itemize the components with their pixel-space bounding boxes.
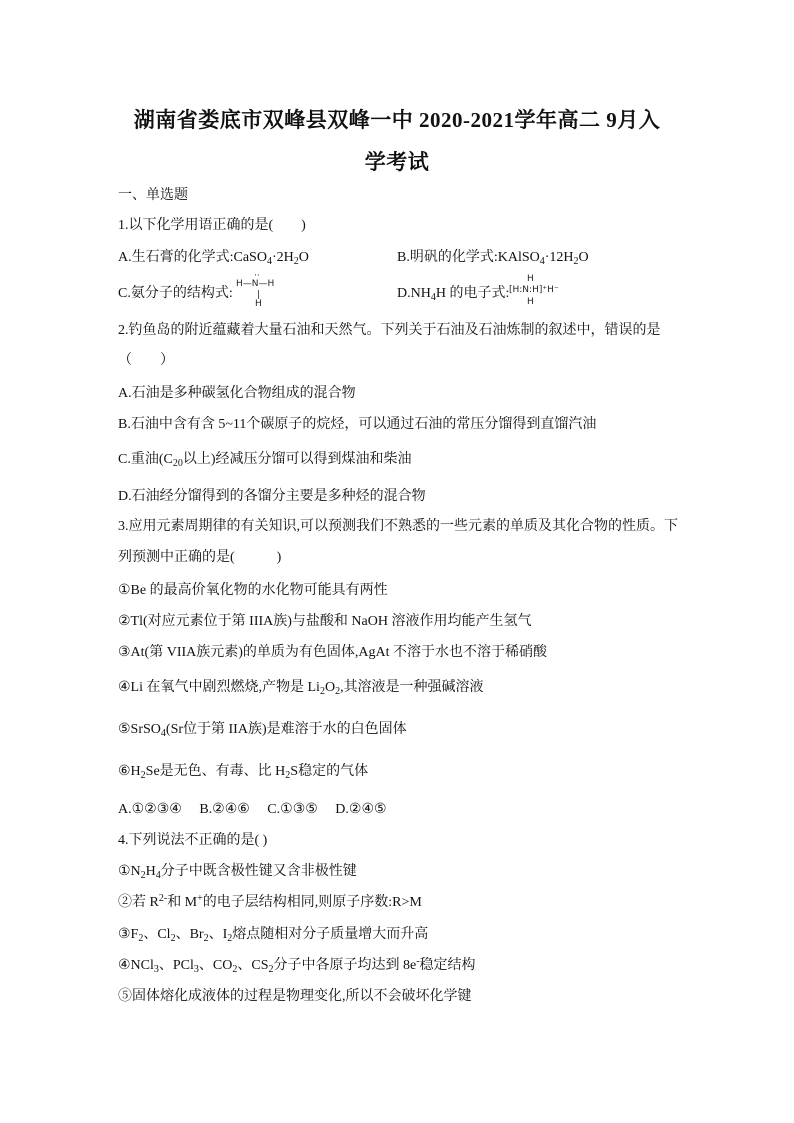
exam-title-line2: 学考试 — [364, 150, 430, 174]
q3-options: A.①②③④ B.②④⑥ C.①③⑤ D.②④⑤ — [118, 802, 387, 817]
q1-stem: 1.以下化学用语正确的是( ) — [118, 218, 306, 233]
q3-item-6: $⑥H_2Se$是无色、有毒、比 $H_2S$稳定的气体 — [118, 764, 369, 781]
q4-item-2: ②若 $R^{2-}$和 M+的电子层结构相同,则原子序数:R>M — [118, 893, 422, 910]
q2-option-c: C.重油($C_{20}$以上)经减压分馏可以得到煤油和柴油 — [118, 452, 412, 469]
q4-item-1: $①N_2H_4$分子中既含极性键又含非极性键 — [118, 864, 357, 881]
q3-stem: 3.应用元素周期律的有关知识,可以预测我们不熟悉的一些元素的单质及其化合物的性质。下 — [118, 519, 678, 534]
q2-option-b: B.石油中含有含 5~11个碳原子的烷烃，可以通过石油的常压分馏得到直馏汽油 — [118, 417, 597, 432]
q2-stem: 2.钓鱼岛的附近蕴藏着大量石油和天然气。下列关于石油及石油炼制的叙述中，错误的是 — [118, 323, 661, 338]
q1-option-d: $D.NH_4H$ 的电子式: — [397, 286, 510, 303]
q3-item-1: ①Be 的最高价氧化物的水化物可能具有两性 — [118, 583, 388, 598]
q3-stem-continued: 列预测中正确的是( ) — [118, 550, 282, 565]
q2-option-a: A.石油是多种碳氢化合物组成的混合物 — [118, 386, 356, 401]
q3-item-3: ③At(第 VIIA族元素)的单质为有色固体,AgAt 不溶于水也不溶于稀硝酸 — [118, 645, 548, 660]
q1-option-a: A.生石膏的化学式$:CaSO_4\cdot 2H_2O$ — [118, 250, 309, 267]
q1-option-b: B.明矾的化学式$:KAlSO_4\cdot 12H_2O$ — [397, 250, 589, 267]
q3-item-5: ⑤SrSO$_4$(Sr位于第 IIA族)是难溶于水的白色固体 — [118, 722, 407, 739]
q3-item-4: ④Li 在氧气中剧烈燃烧,产物是 $Li_2O_2$,其溶液是一种强碱溶液 — [118, 680, 484, 697]
q1-option-c: C.氨分子的结构式: — [118, 286, 233, 301]
q2-option-d: D.石油经分馏得到的各馏分主要是多种烃的混合物 — [118, 489, 426, 504]
exam-title-line1: 湖南省娄底市双峰县双峰一中 2020-2021学年高二 9月入 — [133, 108, 661, 132]
q4-item-5: ⑤固体熔化成液体的过程是物理变化,所以不会破坏化学键 — [118, 989, 472, 1004]
q3-item-2: ②Tl(对应元素位于第 IIIA族)与盐酸和 NaOH 溶液作用均能产生氢气 — [118, 614, 532, 629]
q4-item-4: ④NCl$_3$、PCl$_3$、$CO_2$、$CS_2$分子中各原子均达到 8e-稳定结构 — [118, 956, 476, 975]
section-heading: 一、单选题 — [118, 188, 188, 203]
q4-item-3: $③F_2$、$Cl_2$、$Br_2$、$I_2$熔点随相对分子质量增大而升高 — [118, 927, 429, 944]
q2-stem-continued: （ ） — [118, 353, 174, 368]
exam-page: 湖南省娄底市双峰县双峰一中 2020-2021学年高二 9月入 学考试 一、单选题 1.以下化学用语正确的是( ) A.生石膏的化学式$:CaSO_4\cdot 2H_2O$ B.明矾的化学式$:KAlSO_4\cdot 12H_2O$ C.氨分子的结构式: ·· H—N—H | H $D.NH_4H$ 的电子式: H [H:N:H]⁺H⁻ H 2.钓鱼岛的附近蕴藏着大量石油和天然气。下列关于石油及石油炼制的叙述中，错误的是 （ ） A.石油是多种碳氢化合物组成的混合物 B.石油中含有含 5~11个碳原子的烷烃，可以通过石油的常压分馏得到直馏汽油 C.重油($C_{20}$以上)经减压分馏可以得到煤油和柴油 D.石油经分馏得到的各馏分主要是多种烃的混合物 3.应用元素周期律的有关知识,可以预测我们不熟悉的一些元素的单质及其化合物的性质。下 列预测中正确的是( ) ①Be 的最高价氧化物的水化物可能具有两性 ②Tl(对应元素位于第 IIIA族)与盐酸和 NaOH 溶液作用均能产生氢气 ③At(第 VIIA族元素)的单质为有色固体,AgAt 不溶于水也不溶于稀硝酸 ④Li 在氧气中剧烈燃烧,产物是 $Li_2O_2$,其溶液是一种强碱溶液 ⑤SrSO$_4$(Sr位于第 IIA族)是难溶于水的白色固体 $⑥H_2Se$是无色、有毒、比 $H_2S$稳定的气体 A.①②③④ B.②④⑥ C.①③⑤ D.②④⑤ 4.下列说法不正确的是( ) $①N_2H_4$分子中既含极性键又含非极性键 ②若 $R^{2-}$和 M+的电子层结构相同,则原子序数:R>M $③F_2$、$Cl_2$、$Br_2$、$I_2$熔点随相对分子质量增大而升高 ④NCl$_3$、PCl$_3$、$CO_2$、$CS_2$分子中各原子均达到 8e-稳定结构 ⑤固体熔化成液体的过程是物理变化,所以不会破坏化学键 — [0, 0, 794, 1123]
q4-stem: 4.下列说法不正确的是( ) — [118, 833, 268, 848]
